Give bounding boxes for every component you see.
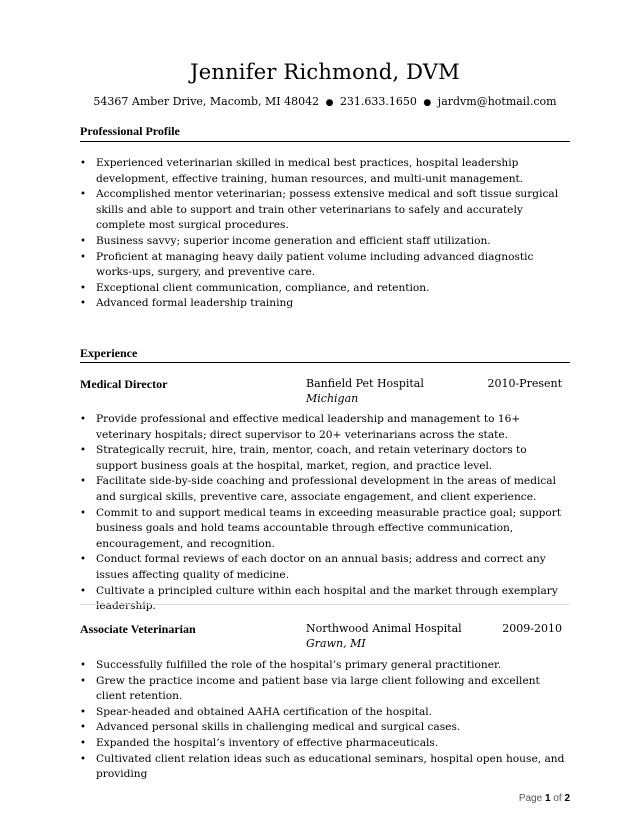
phone: 231.633.1650 [339, 95, 417, 108]
email-link[interactable]: jardvm@hotmail.com [437, 95, 557, 108]
employer-name: Northwood Animal Hospital [306, 622, 462, 635]
section-title-profile: Professional Profile [80, 124, 180, 138]
bullet-icon: • [80, 298, 86, 310]
list-item: • Expanded the hospital’s inventory of effective pharmaceuticals. [80, 736, 570, 752]
employer-location: Michigan [306, 392, 359, 405]
bullet-icon: • [80, 235, 86, 247]
bullet-icon: • [80, 753, 86, 765]
list-item: • Provide professional and effective medical leadership and management to 16+ veterinary hospitals; direct supervisor to 20+ veterinarians across the state. [80, 413, 521, 441]
bullet-icon: • [80, 414, 86, 425]
bullet-icon: • [80, 158, 86, 169]
contact-line [80, 95, 570, 108]
bullet-icon: • [80, 282, 86, 294]
bullet-icon: • [80, 445, 86, 457]
list-item: • Experienced veterinarian skilled in medical best practices, hospital leadership development, effective training, human resources, and multi-unit management. [80, 157, 524, 185]
job-bullets [80, 412, 570, 615]
bullet-icon: • [80, 737, 86, 749]
job-title: Associate Veterinarian [80, 622, 196, 636]
page-current: 1 [544, 793, 551, 804]
list-item: • Successfully fulfilled the role of the hospital’s primary general practitioner. [80, 658, 570, 674]
list-item: • Strategically recruit, hire, train, mentor, coach, and retain veterinary doctors to support business goals at the hospital, market, region, and practice level. [80, 444, 527, 472]
candidate-name: Jennifer Richmond, DVM [190, 60, 460, 84]
list-item: • Conduct formal reviews of each doctor on an annual basis; address and correct any issues affecting quality of medicine. [80, 553, 546, 581]
page-label: Page [518, 793, 543, 804]
page-footer [519, 793, 570, 804]
of-label: of [553, 793, 562, 804]
job-bullets [80, 658, 570, 783]
bullet-icon: • [80, 251, 86, 263]
list-item: • Advanced personal skills in challenging medical and surgical cases. [80, 720, 570, 736]
employment-dates: 2010-Present [487, 377, 562, 390]
employer-name: Banfield Pet Hospital [306, 377, 424, 390]
profile-bullets [80, 156, 570, 312]
list-item: • Grew the practice income and patient base via large client following and excellent client retention. [80, 674, 540, 703]
bullet-icon: • [80, 675, 86, 687]
employer-location: Grawn, MI [306, 637, 366, 650]
employment-dates: 2009-2010 [502, 622, 562, 635]
bullet-icon: • [80, 507, 86, 519]
list-item: • Cultivated client relation ideas such as educational seminars, hospital open house, and providing [80, 752, 565, 781]
list-item: • Facilitate side-by-side coaching and professional development in the areas of medical and surgical skills, preventive care, associate engagement, and client experience. [80, 475, 557, 503]
bullet-icon: • [80, 476, 86, 488]
list-item: • Proficient at managing heavy daily patient volume including advanced diagnostic works-ups, surgery, and preventive care. [80, 250, 534, 279]
job-divider [80, 604, 570, 605]
list-item: • Cultivate a principled culture within each hospital and the market through exemplary leadership. [80, 584, 558, 613]
list-item: • Commit to and support medical teams in exceeding measurable practice goal; support business goals and hold teams accountable through effective communication, encouragement, and recognition. [80, 506, 562, 550]
separator-dot: ● [423, 98, 432, 108]
bullet-icon: • [80, 706, 86, 718]
list-item: • Spear-headed and obtained AAHA certification of the hospital. [80, 705, 570, 721]
list-item: • Advanced formal leadership training [80, 296, 570, 312]
bullet-icon: • [80, 554, 86, 566]
bullet-icon: • [80, 722, 86, 734]
address: 54367 Amber Drive, Macomb, MI 48042 [93, 95, 320, 108]
bullet-icon: • [80, 660, 86, 671]
list-item: • Accomplished mentor veterinarian; possess extensive medical and soft tissue surgical skills and able to support and train other veterinarians to safely and accurately complete most surgical procedures. [80, 188, 559, 232]
section-rule [80, 141, 570, 142]
list-item: • Business savvy; superior income generation and efficient staff utilization. [80, 234, 570, 250]
section-rule [80, 362, 570, 363]
separator-dot: ● [325, 98, 334, 108]
bullet-icon: • [80, 189, 86, 201]
bullet-icon: • [80, 585, 86, 597]
list-item: • Exceptional client communication, compliance, and retention. [80, 281, 570, 297]
page-total: 2 [564, 793, 570, 804]
job-title: Medical Director [80, 377, 168, 391]
section-title-experience: Experience [80, 346, 138, 360]
